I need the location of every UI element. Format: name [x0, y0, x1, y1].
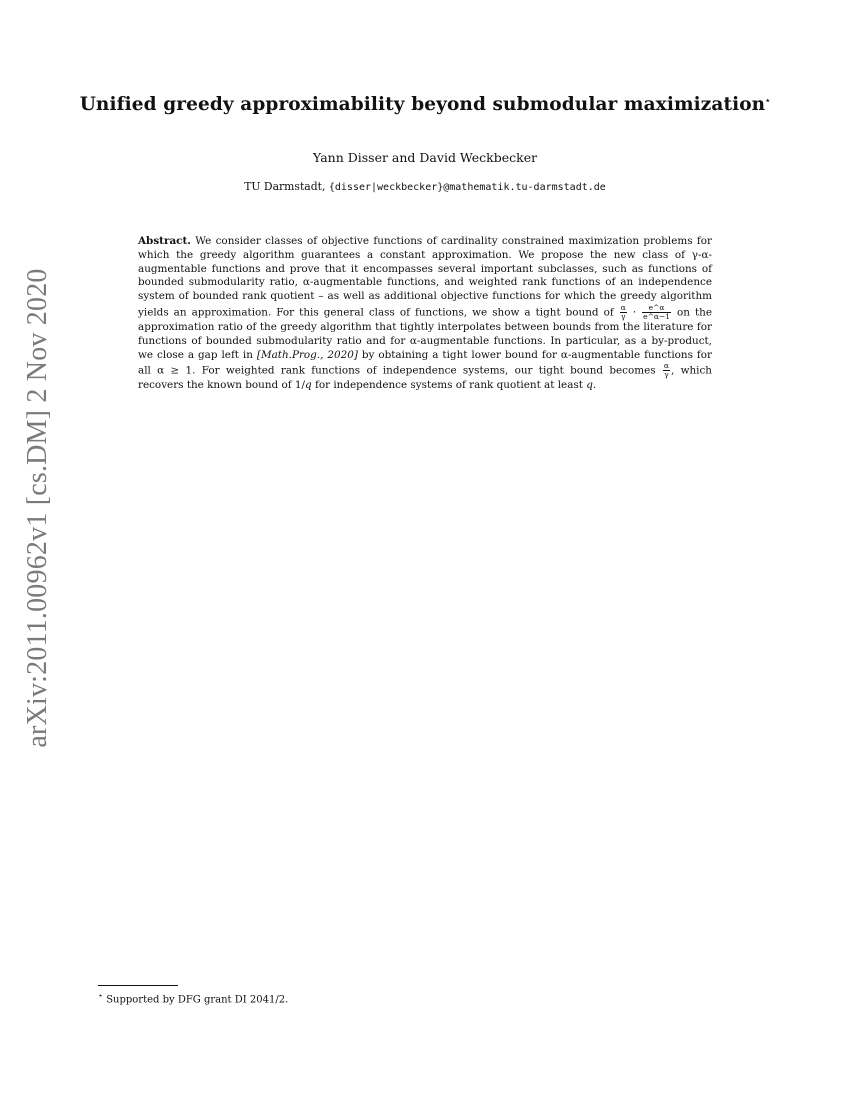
abstract-paragraph: [138, 235, 712, 393]
fraction-exp-ratio: [642, 304, 671, 321]
fraction-numerator: α: [663, 361, 669, 371]
variable-q: q: [586, 379, 593, 392]
footnote-text: Supported by DFG grant DI 2041/2.: [103, 994, 289, 1006]
institution: TU Darmstadt,: [244, 180, 329, 193]
variable-q: q: [305, 379, 312, 392]
fraction-alpha-over-gamma: [620, 304, 627, 321]
citation: [Math.Prog., 2020]: [256, 348, 358, 361]
abstract-text-3: by obtaining a tight lower bound for α-augmentable functions for all α ≥ 1. For weighted rank functions of independence systems, our tight bound becomes: [138, 348, 712, 377]
footnote: [98, 991, 288, 1005]
title-text: Unified greedy approximability beyond submodular maximization: [79, 94, 766, 115]
fraction-numerator: e^α: [642, 304, 671, 313]
fraction-denominator: γ: [664, 370, 669, 380]
affiliation: [0, 180, 850, 193]
title-footnote-marker: ⋆: [765, 94, 771, 105]
arxiv-identifier-stamp: arXiv:2011.00962v1 [cs.DM] 2 Nov 2020: [22, 268, 53, 748]
abstract-text-6: .: [592, 379, 597, 392]
abstract-text-2: on the approximation ratio of the greedy algorithm that tightly interpolates between bounds from the literature for functions of bounded submodularity ratio and for α-augmentable functions. In particular, as a by-product, we close a gap left in: [138, 306, 712, 361]
paper-title: [0, 94, 850, 115]
fraction-numerator: α: [620, 302, 626, 312]
fraction-denominator: e^α−1: [643, 311, 670, 321]
fraction-alpha-over-gamma-2: [663, 362, 670, 379]
fraction-denominator: γ: [621, 311, 626, 321]
abstract-label: Abstract.: [138, 235, 191, 247]
multiplication-dot: ·: [627, 306, 642, 319]
abstract-text-5: for independence systems of rank quotient at least: [311, 379, 587, 392]
abstract-text-4: , which recovers the known bound of 1/: [138, 364, 712, 392]
abstract-text-1: We consider classes of objective functions of cardinality constrained maximization problems for which the greedy algorithm guarantees a constant approximation. We propose the new class of γ-α-augmentable functions and prove that it encompasses several important subclasses, such as functions of bounded submodularity ratio, α-augmentable functions, and weighted rank functions of an independence system of bounded rank quotient – as well as additional objective functions for which the greedy algorithm yields an approximation. For this general class of functions, we show a tight bound of: [138, 235, 712, 319]
author-list: Yann Disser and David Weckbecker: [312, 150, 538, 165]
footnote-marker: ⋆: [98, 991, 104, 1000]
email-address: {disser|weckbecker}@mathematik.tu-darmstadt.de: [328, 182, 606, 193]
footnote-rule: [98, 985, 178, 986]
